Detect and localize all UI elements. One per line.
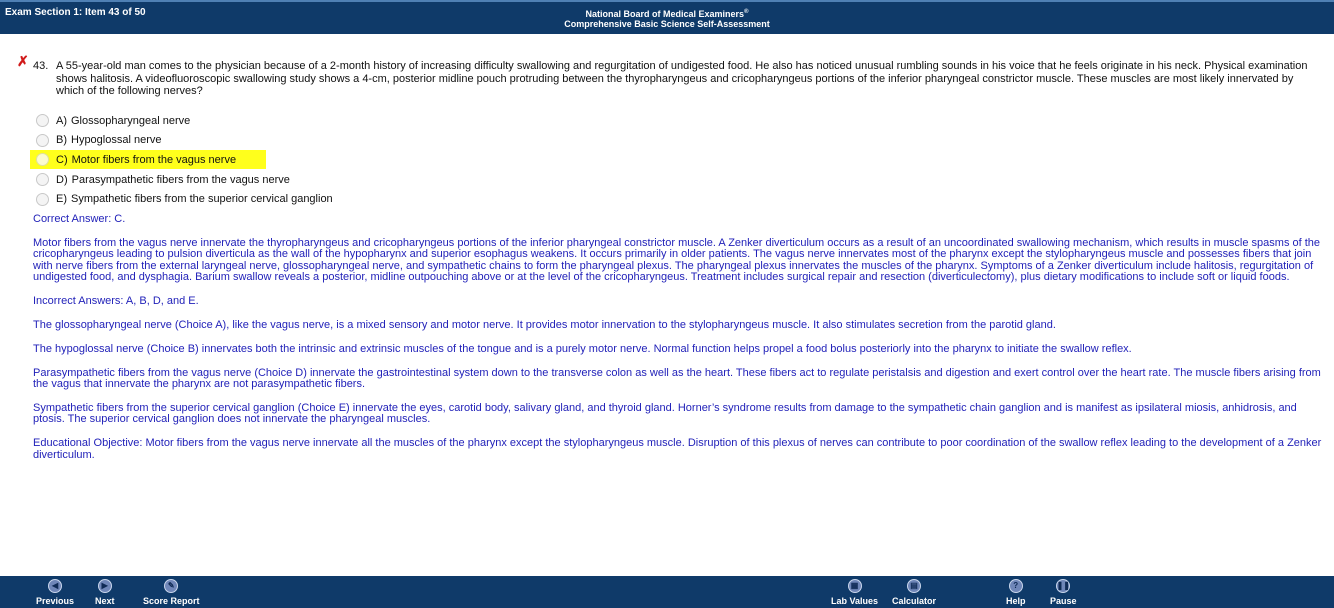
org-name-text: National Board of Medical Examiners bbox=[585, 9, 745, 19]
exam-header bbox=[0, 0, 1334, 34]
pause-label: Pause bbox=[1050, 596, 1077, 606]
correct-answer: Correct Answer: C. bbox=[33, 213, 126, 225]
previous-button[interactable] bbox=[36, 579, 74, 606]
radio-button[interactable] bbox=[36, 114, 49, 127]
option-letter: D) bbox=[56, 173, 68, 186]
question-stem: A 55-year-old man comes to the physician because of a 2-month history of increasing difficulty swallowing and regurgitation of undigested food. He also has noticed unusual rumbling sounds in his voice that he feels originate in his neck. Physical examination shows halitosis. A videofluoroscopic swallowing study shows a 4-cm, posterior midline pouch protruding between the thyropharyngeus and cricopharyngeus portions of the inferior pharyngeal constrictor muscle. These muscles are most likely innervated by which of the following nerves? bbox=[56, 60, 1308, 97]
flag-x-icon[interactable]: ✗ bbox=[17, 53, 29, 69]
calculator-button[interactable] bbox=[892, 579, 936, 606]
option-a[interactable] bbox=[36, 111, 333, 131]
calculator-label: Calculator bbox=[892, 596, 937, 606]
option-text: Sympathetic fibers from the superior cervical ganglion bbox=[71, 193, 333, 206]
option-text: Parasympathetic fibers from the vagus nerve bbox=[71, 173, 290, 186]
score-report-label: Score Report bbox=[143, 596, 200, 606]
pencil-icon: ✎ bbox=[164, 579, 178, 593]
option-text: Glossopharyngeal nerve bbox=[71, 114, 191, 127]
answer-explanation bbox=[33, 214, 1329, 474]
arrow-right-icon: ▶ bbox=[98, 579, 112, 593]
option-e[interactable] bbox=[36, 189, 333, 209]
radio-button[interactable] bbox=[36, 134, 49, 147]
option-letter: E) bbox=[56, 193, 67, 206]
choice-a-explanation: The glossopharyngeal nerve (Choice A), like the vagus nerve, is a mixed sensory and motor nerve. It provides motor innervation to the stylopharyngeus muscle. It also stimulates secretion from the parotid gland. bbox=[33, 318, 1056, 331]
option-text: Motor fibers from the vagus nerve bbox=[71, 153, 237, 166]
option-letter: C) bbox=[56, 153, 68, 166]
educational-objective: Educational Objective: Motor fibers from the vagus nerve innervate all the muscles of the pharynx except the stylopharyngeus muscle. Disruption of this plexus of nerves can contribute to poor coordination of the swallow reflex leading to the development of a Zenker diverticulum. bbox=[33, 437, 1322, 461]
registered-mark: ® bbox=[744, 9, 749, 15]
choice-d-explanation: Parasympathetic fibers from the vagus nerve (Choice D) innervate the gastrointestinal system down to the transverse colon as well as the heart. These fibers act to regulate peristalsis and digestion and exert control over the heart rate. The muscle fibers arising from the vagus that innervate the pharynx are not parasympathetic fibers. bbox=[33, 366, 1321, 391]
previous-label: Previous bbox=[36, 596, 75, 606]
radio-button[interactable] bbox=[36, 193, 49, 206]
item-counter: Exam Section 1: Item 43 of 50 bbox=[5, 7, 146, 18]
option-d[interactable] bbox=[36, 170, 333, 190]
next-button[interactable] bbox=[95, 579, 115, 606]
choice-b-explanation: The hypoglossal nerve (Choice B) innervates both the intrinsic and extrinsic muscles of the tongue and is a purely motor nerve. Normal function helps propel a food bolus posteriorly into the pharynx to initiate the swallow reflex. bbox=[33, 342, 1132, 355]
question-number: 43. bbox=[33, 60, 49, 72]
question-content bbox=[0, 34, 1334, 576]
score-report-button[interactable] bbox=[143, 579, 200, 606]
radio-button[interactable] bbox=[36, 153, 49, 166]
option-b[interactable] bbox=[36, 131, 333, 151]
lab-values-button[interactable] bbox=[831, 579, 878, 606]
exam-toolbar bbox=[0, 576, 1334, 608]
pause-icon: ❚❚ bbox=[1056, 579, 1070, 593]
option-letter: A) bbox=[56, 114, 67, 127]
exam-title-block bbox=[0, 7, 1334, 29]
help-icon: ? bbox=[1009, 579, 1023, 593]
option-letter: B) bbox=[56, 134, 67, 147]
next-label: Next bbox=[95, 596, 115, 606]
help-label: Help bbox=[1006, 596, 1026, 606]
incorrect-answers: Incorrect Answers: A, B, D, and E. bbox=[33, 295, 199, 308]
org-name bbox=[0, 7, 1334, 19]
choice-e-explanation: Sympathetic fibers from the superior cervical ganglion (Choice E) innervate the eyes, carotid body, salivary gland, and thyroid gland. Horner’s syndrome results from damage to the sympathetic chain ganglion and is manifest as ipsilateral miosis, anhidrosis, and ptosis. The superior cervical ganglion does not innervate the pharyngeal muscles. bbox=[33, 402, 1297, 426]
lab-values-label: Lab Values bbox=[831, 596, 879, 606]
radio-button[interactable] bbox=[36, 173, 49, 186]
exam-title: Comprehensive Basic Science Self-Assessment bbox=[564, 19, 770, 29]
correct-explanation: Motor fibers from the vagus nerve innervate the thyropharyngeus and cricopharyngeus portions of the inferior pharyngeal constrictor muscle. A Zenker diverticulum occurs as a result of an uncoordinated swallowing mechanism, which results in muscle spasms of the cricopharyngeus leading to pulsion diverticula as the wall of the hypopharynx and superior esophagus weakens. It occurs primarily in older patients. The vagus nerve innervates most of the pharynx except the stylopharyngeus muscle and possesses fibers that join with nerve fibers from the external laryngeal nerve, glossopharyngeal nerve, and sympathetic chains to form the pharyngeal plexus. The pharyngeal plexus innervates the muscles of the pharynx. Symptoms of a Zenker diverticulum include halitosis, regurgitation of undigested food, and dysphagia. Barium swallow reveals a posterior, midline outpouching above or at the level of the cricopharyngeus. Treatment includes surgical repair and resection (diverticulectomy), plus dietary modifications to include soft or liquid foods. bbox=[33, 236, 1321, 284]
calculator-icon: ▤ bbox=[907, 579, 921, 593]
option-c[interactable] bbox=[36, 150, 333, 170]
pause-button[interactable] bbox=[1050, 579, 1077, 606]
answer-options bbox=[36, 111, 333, 209]
lab-icon: ▦ bbox=[848, 579, 862, 593]
option-text: Hypoglossal nerve bbox=[71, 134, 162, 147]
arrow-left-icon: ◀ bbox=[48, 579, 62, 593]
help-button[interactable] bbox=[1006, 579, 1026, 606]
